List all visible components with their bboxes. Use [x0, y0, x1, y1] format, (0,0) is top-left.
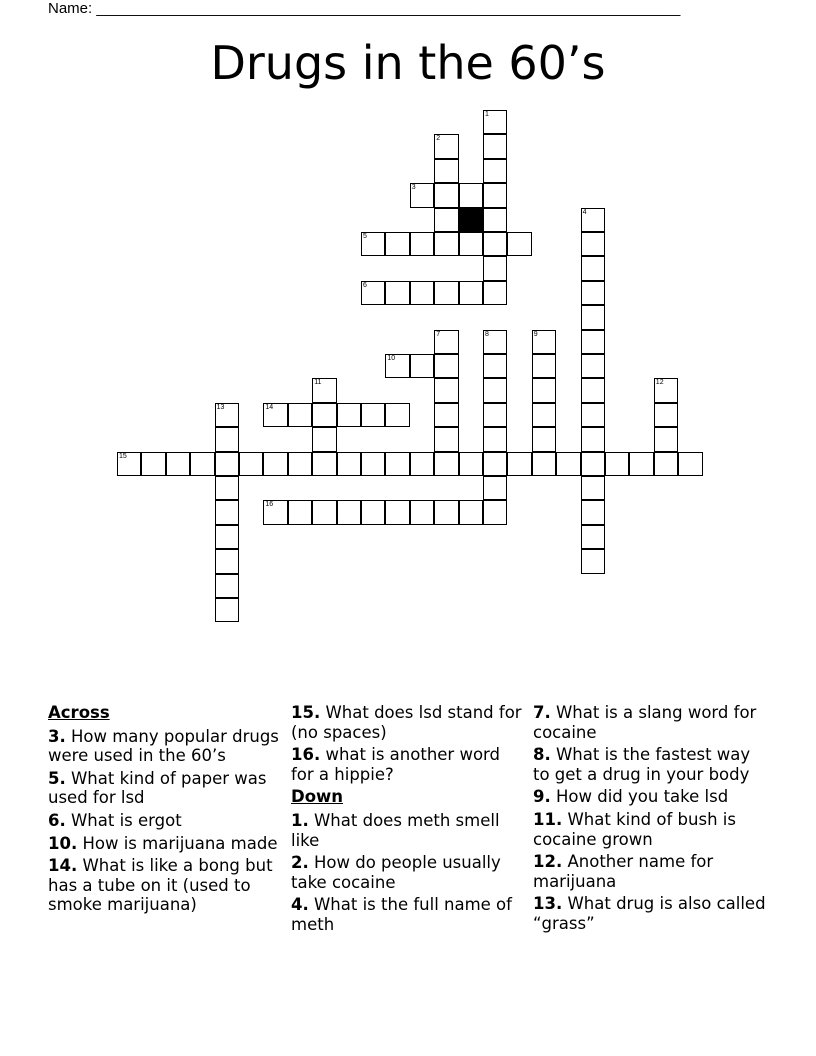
- grid-cell[interactable]: [410, 354, 434, 378]
- grid-cell[interactable]: [385, 281, 409, 305]
- grid-cell[interactable]: [654, 378, 678, 402]
- clue-list-col2-across: [291, 703, 527, 784]
- grid-cell[interactable]: [483, 159, 507, 183]
- grid-cell[interactable]: [410, 500, 434, 524]
- clue-number: 1.: [291, 810, 309, 830]
- cell-number: 5: [363, 233, 367, 240]
- grid-cell[interactable]: [581, 281, 605, 305]
- clue-number: 14.: [48, 856, 78, 876]
- grid-cell[interactable]: [263, 500, 287, 524]
- grid-cell[interactable]: [312, 378, 336, 402]
- clue-item: [291, 703, 527, 742]
- grid-cell[interactable]: [581, 427, 605, 451]
- grid-cell[interactable]: [361, 403, 385, 427]
- grid-cell[interactable]: [385, 232, 409, 256]
- clue-number: 10.: [48, 833, 78, 853]
- grid-cell[interactable]: [507, 232, 531, 256]
- clue-item: [291, 811, 527, 850]
- grid-cell[interactable]: [581, 452, 605, 476]
- grid-cell[interactable]: [483, 476, 507, 500]
- grid-cell[interactable]: [507, 452, 531, 476]
- grid-cell[interactable]: [215, 476, 239, 500]
- grid-cell[interactable]: [483, 452, 507, 476]
- cell-number: 10: [387, 355, 396, 362]
- grid-cell[interactable]: [483, 208, 507, 232]
- clue-text: What is like a bong but has a tube on it (used to smoke marijuana): [48, 856, 273, 915]
- grid-cell[interactable]: [361, 281, 385, 305]
- grid-cell[interactable]: [190, 452, 214, 476]
- grid-cell[interactable]: [434, 500, 458, 524]
- clue-number: 7.: [533, 703, 551, 722]
- grid-cell[interactable]: [410, 281, 434, 305]
- across-heading: Across: [48, 703, 110, 722]
- grid-cell[interactable]: [434, 208, 458, 232]
- clue-text: What is ergot: [65, 810, 182, 830]
- grid-cell[interactable]: [532, 330, 556, 354]
- cell-number: 4: [582, 208, 587, 216]
- cell-number: 13: [216, 403, 225, 411]
- grid-cell[interactable]: [483, 134, 507, 158]
- cell-number: 11: [314, 379, 322, 387]
- grid-cell[interactable]: [215, 452, 239, 476]
- clue-text: What is a slang word for cocaine: [533, 703, 757, 742]
- cell-number: 8: [485, 330, 489, 338]
- clue-text: What kind of bush is cocaine grown: [533, 809, 736, 849]
- clue-item: [48, 834, 284, 854]
- grid-cell[interactable]: [215, 403, 239, 427]
- grid-cell[interactable]: [215, 598, 239, 622]
- clue-item: [48, 856, 284, 915]
- grid-cell[interactable]: [459, 232, 483, 256]
- grid-cell[interactable]: [434, 159, 458, 183]
- grid-cell[interactable]: [215, 500, 239, 524]
- black-cell: [459, 208, 483, 232]
- cell-number: 16: [265, 501, 274, 509]
- grid-cell[interactable]: [459, 452, 483, 476]
- grid-cell[interactable]: [434, 403, 458, 427]
- grid-cell[interactable]: [434, 354, 458, 378]
- clue-column-3: [533, 703, 769, 937]
- grid-cell[interactable]: [385, 452, 409, 476]
- grid-cell[interactable]: [361, 232, 385, 256]
- clue-column-1: [48, 703, 284, 918]
- clue-item: [533, 703, 769, 742]
- clue-text: What does lsd stand for (no spaces): [291, 703, 522, 742]
- grid-cell[interactable]: [581, 232, 605, 256]
- clue-list-col1: [48, 727, 284, 915]
- clue-item: [48, 727, 284, 766]
- grid-cell[interactable]: [629, 452, 653, 476]
- cell-number: 15: [119, 452, 127, 460]
- grid-cell[interactable]: [141, 452, 165, 476]
- grid-cell[interactable]: [434, 427, 458, 451]
- grid-cell[interactable]: [483, 354, 507, 378]
- clue-text: What does meth smell like: [291, 810, 500, 850]
- grid-cell[interactable]: [459, 500, 483, 524]
- grid-cell[interactable]: [483, 281, 507, 305]
- grid-cell[interactable]: [605, 452, 629, 476]
- grid-cell[interactable]: [239, 452, 263, 476]
- clue-number: 3.: [48, 726, 66, 746]
- clue-number: 12.: [533, 852, 563, 872]
- grid-cell[interactable]: [263, 403, 287, 427]
- grid-cell[interactable]: [434, 378, 458, 402]
- cell-number: 12: [655, 379, 664, 387]
- grid-cell[interactable]: [483, 256, 507, 280]
- grid-cell[interactable]: [654, 427, 678, 451]
- grid-cell[interactable]: [434, 183, 458, 207]
- clue-number: 6.: [48, 810, 66, 830]
- grid-cell[interactable]: [532, 378, 556, 402]
- grid-cell[interactable]: [288, 452, 312, 476]
- grid-cell[interactable]: [459, 281, 483, 305]
- grid-cell[interactable]: [434, 134, 458, 158]
- clue-text: what is another word for a hippie?: [291, 745, 501, 784]
- grid-cell[interactable]: [459, 183, 483, 207]
- clue-list-col3: [533, 703, 769, 934]
- clue-number: 5.: [48, 768, 66, 788]
- grid-cell[interactable]: [215, 525, 239, 549]
- clue-text: How many popular drugs were used in the 60’s: [48, 726, 279, 766]
- grid-cell[interactable]: [215, 427, 239, 451]
- clue-text: Another name for marijuana: [533, 852, 714, 891]
- grid-cell[interactable]: [385, 500, 409, 524]
- grid-cell[interactable]: [288, 403, 312, 427]
- grid-cell[interactable]: [483, 183, 507, 207]
- grid-cell[interactable]: [337, 500, 361, 524]
- grid-cell[interactable]: [263, 452, 287, 476]
- grid-cell[interactable]: [410, 232, 434, 256]
- grid-cell[interactable]: [483, 378, 507, 402]
- grid-cell[interactable]: [434, 330, 458, 354]
- clue-item: [48, 811, 284, 831]
- grid-cell[interactable]: [483, 330, 507, 354]
- grid-cell[interactable]: [410, 452, 434, 476]
- grid-cell[interactable]: [581, 330, 605, 354]
- name-field[interactable]: Name: ______________________________________________________________________: [48, 0, 681, 17]
- cell-number: 14: [265, 403, 274, 411]
- clue-item: [533, 852, 769, 891]
- grid-cell[interactable]: [581, 525, 605, 549]
- clue-item: [533, 787, 769, 807]
- cell-number: 2: [436, 135, 441, 143]
- grid-cell[interactable]: [556, 452, 580, 476]
- grid-cell[interactable]: [654, 452, 678, 476]
- cell-number: 6: [363, 281, 367, 289]
- grid-cell[interactable]: [483, 403, 507, 427]
- clue-number: 15.: [291, 703, 321, 722]
- clue-text: What drug is also called “grass”: [533, 894, 766, 933]
- grid-cell[interactable]: [581, 378, 605, 402]
- clue-item: [291, 895, 527, 934]
- grid-cell[interactable]: [532, 427, 556, 451]
- grid-cell[interactable]: [166, 452, 190, 476]
- clue-number: 13.: [533, 894, 563, 914]
- clue-number: 11.: [533, 809, 563, 829]
- clue-item: [48, 769, 284, 808]
- grid-cell[interactable]: [581, 476, 605, 500]
- grid-cell[interactable]: [581, 208, 605, 232]
- grid-cell[interactable]: [434, 452, 458, 476]
- grid-cell[interactable]: [215, 574, 239, 598]
- grid-cell[interactable]: [483, 427, 507, 451]
- grid-cell[interactable]: [288, 500, 312, 524]
- page-title: Drugs in the 60’s: [210, 36, 606, 90]
- grid-cell[interactable]: [215, 549, 239, 573]
- grid-cell[interactable]: [581, 256, 605, 280]
- clue-text: What kind of paper was used for lsd: [48, 768, 267, 808]
- clue-number: 8.: [533, 745, 551, 765]
- grid-cell[interactable]: [532, 403, 556, 427]
- clue-text: What is the fastest way to get a drug in your body: [533, 745, 751, 784]
- grid-cell[interactable]: [483, 110, 507, 134]
- grid-cell[interactable]: [361, 500, 385, 524]
- clue-column-2: [291, 703, 527, 938]
- clue-number: 2.: [291, 853, 309, 873]
- grid-cell[interactable]: [532, 452, 556, 476]
- clue-number: 4.: [291, 895, 309, 915]
- clue-number: 9.: [533, 787, 551, 807]
- grid-cell[interactable]: [337, 403, 361, 427]
- grid-cell[interactable]: [410, 183, 434, 207]
- clue-item: [291, 745, 527, 784]
- clue-item: [533, 745, 769, 784]
- clue-text: How is marijuana made: [77, 833, 278, 853]
- grid-cell[interactable]: [678, 452, 702, 476]
- grid-cell[interactable]: [581, 305, 605, 329]
- grid-cell[interactable]: [385, 403, 409, 427]
- grid-cell[interactable]: [434, 281, 458, 305]
- grid-cell[interactable]: [581, 403, 605, 427]
- clue-item: [533, 894, 769, 933]
- grid-cell[interactable]: [312, 452, 336, 476]
- grid-cell[interactable]: [312, 500, 336, 524]
- clue-text: How did you take lsd: [550, 787, 729, 807]
- grid-cell[interactable]: [581, 354, 605, 378]
- clue-item: [533, 810, 769, 849]
- clue-item: [291, 853, 527, 892]
- grid-cell[interactable]: [385, 354, 409, 378]
- grid-cell[interactable]: [532, 354, 556, 378]
- grid-cell[interactable]: [654, 403, 678, 427]
- grid-cell[interactable]: [434, 232, 458, 256]
- grid-cell[interactable]: [483, 232, 507, 256]
- down-heading: Down: [291, 787, 344, 807]
- clue-number: 16.: [291, 745, 321, 765]
- clue-text: What is the full name of meth: [291, 895, 512, 934]
- grid-cell[interactable]: [581, 549, 605, 573]
- cell-number: 7: [436, 330, 441, 338]
- grid-cell[interactable]: [312, 403, 336, 427]
- grid-cell[interactable]: [483, 500, 507, 524]
- grid-cell[interactable]: [581, 500, 605, 524]
- cell-number: 1: [485, 111, 489, 118]
- grid-cell[interactable]: [337, 452, 361, 476]
- cell-number: 9: [533, 330, 538, 338]
- clue-text: How do people usually take cocaine: [291, 853, 501, 892]
- grid-cell[interactable]: [117, 452, 141, 476]
- grid-cell[interactable]: [361, 452, 385, 476]
- clue-list-col2-down: [291, 811, 527, 935]
- grid-cell[interactable]: [312, 427, 336, 451]
- cell-number: 3: [411, 184, 416, 192]
